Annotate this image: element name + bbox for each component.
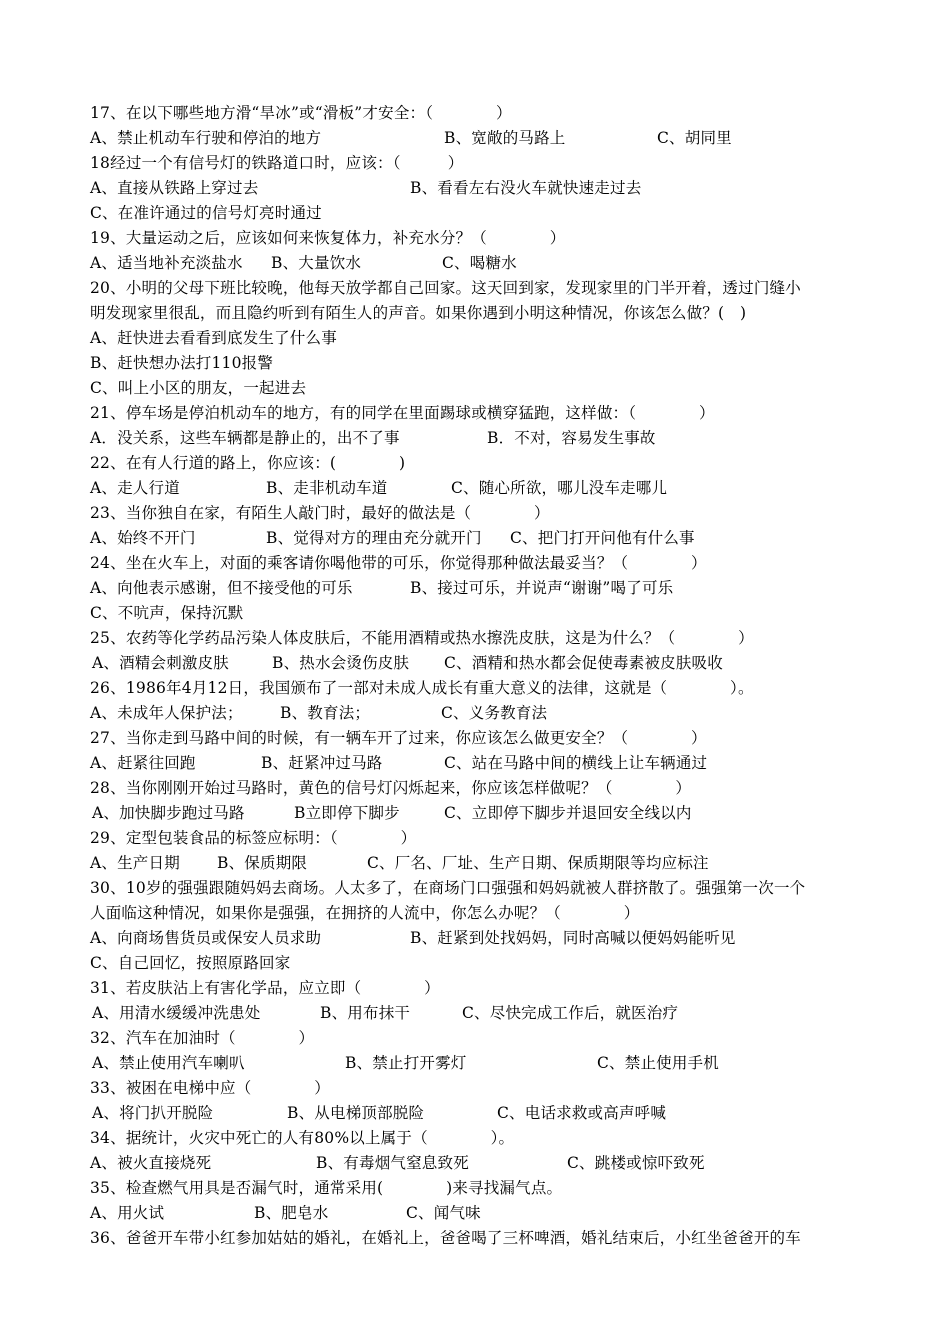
answer-option: C、酒精和热水都会促使毒素被皮肤吸收 [444,654,723,672]
answer-option: B、走非机动车道 [266,479,388,497]
question-line: 30、10岁的强强跟随妈妈去商场。人太多了，在商场门口强强和妈妈就被人群挤散了。强强第一次一个 [90,879,806,897]
answer-option: B、有毒烟气窒息致死 [316,1154,469,1172]
answer-option: A、禁止使用汽车喇叭 [92,1054,245,1072]
answer-option: C、胡同里 [657,129,732,147]
answer-option: A、适当地补充淡盐水 [90,254,243,272]
answer-option: B、觉得对方的理由充分就开门 [266,529,482,547]
answer-option: C、厂名、厂址、生产日期、保质期限等均应标注 [367,854,709,872]
question-line: 18经过一个有信号灯的铁路道口时，应该：（ ） [90,154,464,172]
question-line: 27、当你走到马路中间的时候，有一辆车开了过来，你应该怎么做更安全？（ ） [90,729,707,747]
question-line: 34、据统计，火灾中死亡的人有80%以上属于（ ）。 [90,1129,515,1147]
answer-option: A、始终不开门 [90,529,196,547]
answer-option: B、热水会烫伤皮肤 [272,654,410,672]
answer-option: A、禁止机动车行驶和停泊的地方 [90,129,322,147]
answer-option: A、未成年人保护法； [90,704,243,722]
question-line: 28、当你刚刚开始过马路时，黄色的信号灯闪烁起来，你应该怎样做呢？（ ） [90,779,692,797]
question-line: 24、坐在火车上，对面的乘客请你喝他带的可乐，你觉得那种做法最妥当？（ ） [90,554,707,572]
answer-option: C、闻气味 [406,1204,481,1222]
answer-option: B、用布抹干 [320,1004,411,1022]
answer-option: C、喝糖水 [442,254,517,272]
question-line: C、不吭声，保持沉默 [90,604,244,622]
answer-option: B、肥皂水 [254,1204,329,1222]
question-line: 23、当你独自在家，有陌生人敲门时，最好的做法是（ ） [90,504,550,522]
answer-option: A、被火直接烧死 [90,1154,212,1172]
answer-option: C、立即停下脚步并退回安全线以内 [444,804,692,822]
answer-option: A、用火试 [90,1204,165,1222]
answer-option: A、直接从铁路上穿过去 [90,179,259,197]
question-line: 21、停车场是停泊机动车的地方，有的同学在里面踢球或横穿猛跑，这样做：（ ） [90,404,715,422]
answer-option: A、用清水缓缓冲洗患处 [92,1004,261,1022]
answer-option: C、随心所欲，哪儿没车走哪儿 [451,479,668,497]
question-line: 人面临这种情况，如果你是强强，在拥挤的人流中，你怎么办呢？（ ） [90,904,640,922]
answer-option: B、赶紧冲过马路 [261,754,383,772]
answer-option: B、禁止打开雾灯 [345,1054,467,1072]
answer-option: A、向他表示感谢，但不接受他的可乐 [90,579,353,597]
answer-option: B、宽敞的马路上 [444,129,566,147]
question-line: 35、检查燃气用具是否漏气时，通常采用( )来寻找漏气点。 [90,1179,563,1197]
question-line: 明发现家里很乱，而且隐约听到有陌生人的声音。如果你遇到小明这种情况，你该怎么做？( ) [90,304,747,322]
question-line: C、在准许通过的信号灯亮时通过 [90,204,322,222]
question-line: A、赶快进去看看到底发生了什么事 [90,329,337,347]
answer-option: C、电话求救或高声呼喊 [497,1104,667,1122]
answer-option: B、接过可乐，并说声“谢谢”喝了可乐 [410,579,674,597]
question-line: 32、汽车在加油时（ ） [90,1029,315,1047]
answer-option: A、生产日期 [90,854,180,872]
question-line: 22、在有人行道的路上，你应该：( ) [90,454,406,472]
answer-option: B立即停下脚步 [294,804,400,822]
question-line: 33、被困在电梯中应（ ） [90,1079,330,1097]
answer-option: B、赶紧到处找妈妈，同时高喊以便妈妈能听见 [410,929,736,947]
answer-option: A、向商场售货员或保安人员求助 [90,929,322,947]
question-line: B、赶快想办法打110报警 [90,354,274,372]
question-line: 36、爸爸开车带小红参加姑姑的婚礼，在婚礼上，爸爸喝了三杯啤酒，婚礼结束后，小红坐爸爸开的车 [90,1229,801,1247]
answer-option: B、保质期限 [217,854,308,872]
answer-option: B、从电梯顶部脱险 [287,1104,425,1122]
answer-option: A、将门扒开脱险 [92,1104,214,1122]
question-line: 25、农药等化学药品污染人体皮肤后，不能用酒精或热水擦洗皮肤，这是为什么？（ ） [90,629,754,647]
question-line: 29、定型包装食品的标签应标明：（ ） [90,829,417,847]
answer-option: C、把门打开问他有什么事 [510,529,695,547]
answer-option: A、赶紧往回跑 [90,754,196,772]
question-line: C、叫上小区的朋友，一起进去 [90,379,307,397]
answer-option: C、跳楼或惊吓致死 [567,1154,705,1172]
answer-option: B、看看左右没火车就快速走过去 [410,179,642,197]
answer-option: C、义务教育法 [441,704,548,722]
question-line: 20、小明的父母下班比较晚，他每天放学都自己回家。这天回到家，发现家里的门半开着，透过门缝小 [90,279,801,297]
question-line: 17、在以下哪些地方滑“旱冰”或“滑板”才安全：（ ） [90,104,512,122]
question-line: 31、若皮肤沾上有害化学品，应立即（ ） [90,979,440,997]
question-line: 26、1986年4月12日，我国颁布了一部对未成人成长有重大意义的法律，这就是（ ）。 [90,679,754,697]
answer-option: C、站在马路中间的横线上让车辆通过 [444,754,708,772]
answer-option: A．没关系，这些车辆都是静止的，出不了事 [90,429,400,447]
answer-option: A、走人行道 [90,479,180,497]
answer-option: A、加快脚步跑过马路 [92,804,245,822]
answer-option: B、大量饮水 [271,254,362,272]
question-line: C、自己回忆，按照原路回家 [90,954,291,972]
answer-option: B．不对，容易发生事故 [487,429,656,447]
answer-option: B、教育法； [280,704,371,722]
question-line: 19、大量运动之后，应该如何来恢复体力，补充水分？（ ） [90,229,566,247]
answer-option: A、酒精会刺激皮肤 [92,654,229,672]
answer-option: C、禁止使用手机 [597,1054,719,1072]
answer-option: C、尽快完成工作后，就医治疗 [462,1004,679,1022]
